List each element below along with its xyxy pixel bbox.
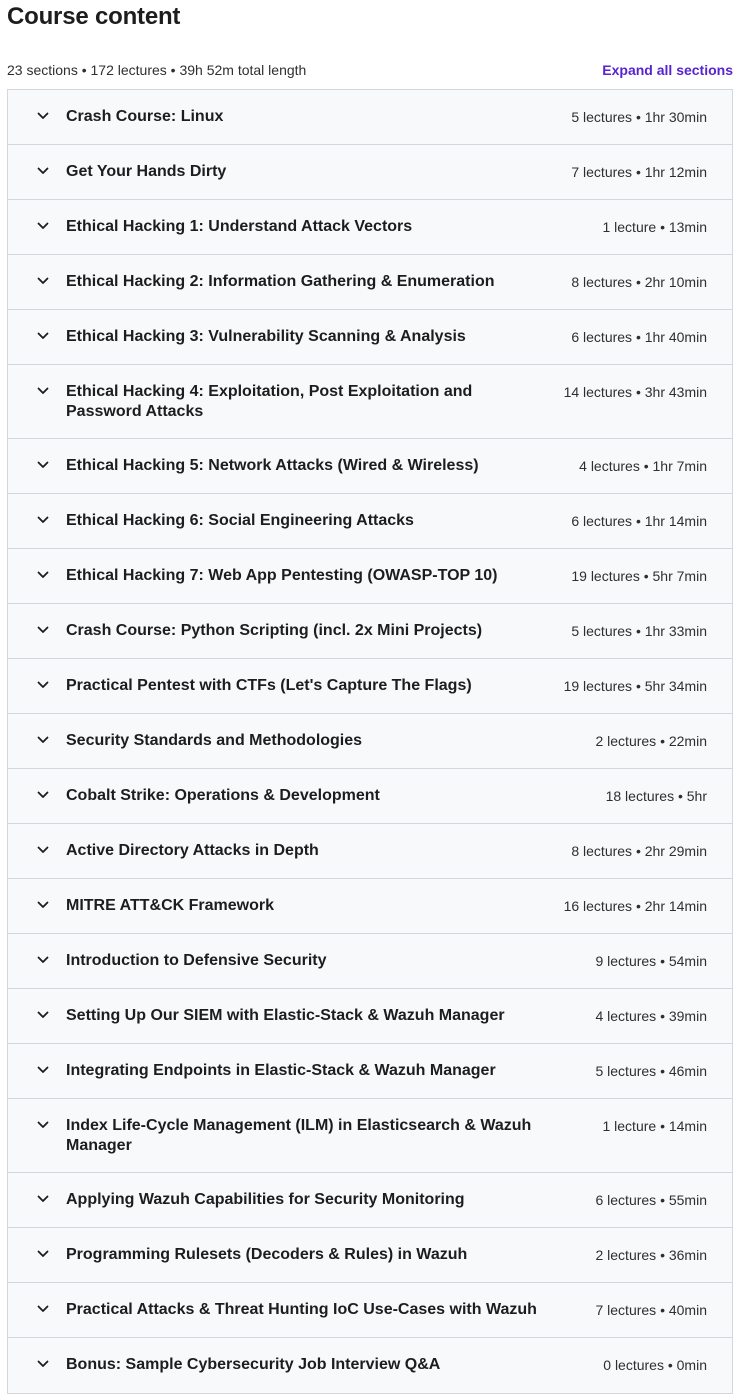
section-row[interactable]	[8, 769, 732, 824]
chevron-down-icon	[8, 1044, 66, 1074]
section-title: MITRE ATT&CK Framework	[66, 897, 275, 914]
section-title: Practical Attacks & Threat Hunting IoC Use-Cases with Wazuh	[66, 1301, 537, 1318]
section-list	[7, 89, 733, 1394]
section-meta: 14 lectures • 3hr 43min	[563, 384, 707, 400]
section-meta: 2 lectures • 36min	[595, 1247, 707, 1263]
section-title: Ethical Hacking 2: Information Gathering & Enumeration	[66, 273, 495, 290]
section-meta: 1 lecture • 14min	[602, 1118, 707, 1134]
section-meta: 19 lectures • 5hr 7min	[571, 568, 707, 584]
section-meta: 16 lectures • 2hr 14min	[563, 898, 707, 914]
page-title: Course content	[7, 3, 181, 30]
section-title: Ethical Hacking 1: Understand Attack Vectors	[66, 218, 413, 235]
section-row[interactable]	[8, 934, 732, 989]
chevron-down-icon	[8, 310, 66, 340]
section-meta: 5 lectures • 1hr 33min	[571, 623, 707, 639]
section-row[interactable]	[8, 549, 732, 604]
section-meta: 5 lectures • 46min	[595, 1063, 707, 1079]
chevron-down-icon	[8, 90, 66, 120]
section-title: Get Your Hands Dirty	[66, 163, 227, 180]
section-row[interactable]	[8, 310, 732, 365]
chevron-down-icon	[8, 494, 66, 524]
section-title: Crash Course: Linux	[66, 108, 224, 125]
section-row[interactable]	[8, 439, 732, 494]
section-meta: 6 lectures • 55min	[595, 1192, 707, 1208]
section-row[interactable]	[8, 1338, 732, 1393]
section-meta: 6 lectures • 1hr 14min	[571, 513, 707, 529]
chevron-down-icon	[8, 200, 66, 230]
section-meta: 4 lectures • 39min	[595, 1008, 707, 1024]
section-meta: 18 lectures • 5hr	[605, 788, 707, 804]
section-title: Applying Wazuh Capabilities for Security Monitoring	[66, 1191, 465, 1208]
section-title: Ethical Hacking 4: Exploitation, Post Exploitation and Password Attacks	[66, 383, 473, 420]
section-title: Security Standards and Methodologies	[66, 732, 363, 749]
section-row[interactable]	[8, 145, 732, 200]
course-summary-row	[7, 60, 733, 80]
section-title: Ethical Hacking 6: Social Engineering Attacks	[66, 512, 414, 529]
section-row[interactable]	[8, 1099, 732, 1173]
section-title: Cobalt Strike: Operations & Development	[66, 787, 380, 804]
section-row[interactable]	[8, 714, 732, 769]
chevron-down-icon	[8, 1173, 66, 1203]
chevron-down-icon	[8, 714, 66, 744]
section-title: Ethical Hacking 5: Network Attacks (Wired & Wireless)	[66, 457, 479, 474]
section-meta: 19 lectures • 5hr 34min	[563, 678, 707, 694]
section-meta: 0 lectures • 0min	[603, 1357, 707, 1373]
section-meta: 7 lectures • 1hr 12min	[571, 164, 707, 180]
section-meta: 6 lectures • 1hr 40min	[571, 329, 707, 345]
expand-all-sections-button[interactable]: Expand all sections	[602, 62, 733, 78]
section-row[interactable]	[8, 989, 732, 1044]
chevron-down-icon	[8, 1338, 66, 1368]
section-row[interactable]	[8, 90, 732, 145]
section-meta: 5 lectures • 1hr 30min	[571, 109, 707, 125]
section-title: Setting Up Our SIEM with Elastic-Stack & Wazuh Manager	[66, 1007, 505, 1024]
section-title: Active Directory Attacks in Depth	[66, 842, 319, 859]
section-row[interactable]	[8, 1283, 732, 1338]
section-meta: 8 lectures • 2hr 29min	[571, 843, 707, 859]
chevron-down-icon	[8, 824, 66, 854]
chevron-down-icon	[8, 549, 66, 579]
section-meta: 2 lectures • 22min	[595, 733, 707, 749]
section-row[interactable]	[8, 659, 732, 714]
section-row[interactable]	[8, 200, 732, 255]
chevron-down-icon	[8, 1283, 66, 1313]
section-row[interactable]	[8, 365, 732, 439]
course-summary: 23 sections • 172 lectures • 39h 52m total length	[7, 62, 307, 78]
section-row[interactable]	[8, 255, 732, 310]
section-row[interactable]	[8, 1228, 732, 1283]
chevron-down-icon	[8, 1228, 66, 1258]
section-title: Integrating Endpoints in Elastic-Stack & Wazuh Manager	[66, 1062, 496, 1079]
chevron-down-icon	[8, 879, 66, 909]
section-title: Ethical Hacking 7: Web App Pentesting (OWASP-TOP 10)	[66, 567, 498, 584]
section-title: Index Life-Cycle Management (ILM) in Elasticsearch & Wazuh Manager	[66, 1117, 532, 1154]
section-row[interactable]	[8, 604, 732, 659]
chevron-down-icon	[8, 145, 66, 175]
chevron-down-icon	[8, 934, 66, 964]
section-row[interactable]	[8, 879, 732, 934]
section-row[interactable]	[8, 1173, 732, 1228]
section-title: Bonus: Sample Cybersecurity Job Interview Q&A	[66, 1356, 441, 1373]
section-meta: 7 lectures • 40min	[595, 1302, 707, 1318]
section-meta: 4 lectures • 1hr 7min	[579, 458, 707, 474]
section-row[interactable]	[8, 494, 732, 549]
section-meta: 9 lectures • 54min	[595, 953, 707, 969]
section-title: Programming Rulesets (Decoders & Rules) in Wazuh	[66, 1246, 468, 1263]
chevron-down-icon	[8, 255, 66, 285]
section-meta: 1 lecture • 13min	[602, 219, 707, 235]
chevron-down-icon	[8, 439, 66, 469]
chevron-down-icon	[8, 989, 66, 1019]
section-meta: 8 lectures • 2hr 10min	[571, 274, 707, 290]
section-title: Ethical Hacking 3: Vulnerability Scanning & Analysis	[66, 328, 466, 345]
chevron-down-icon	[8, 769, 66, 799]
chevron-down-icon	[8, 604, 66, 634]
chevron-down-icon	[8, 659, 66, 689]
section-title: Crash Course: Python Scripting (incl. 2x Mini Projects)	[66, 622, 483, 639]
chevron-down-icon	[8, 365, 66, 395]
section-title: Practical Pentest with CTFs (Let's Capture The Flags)	[66, 677, 472, 694]
section-title: Introduction to Defensive Security	[66, 952, 327, 969]
section-row[interactable]	[8, 1044, 732, 1099]
section-row[interactable]	[8, 824, 732, 879]
chevron-down-icon	[8, 1099, 66, 1129]
